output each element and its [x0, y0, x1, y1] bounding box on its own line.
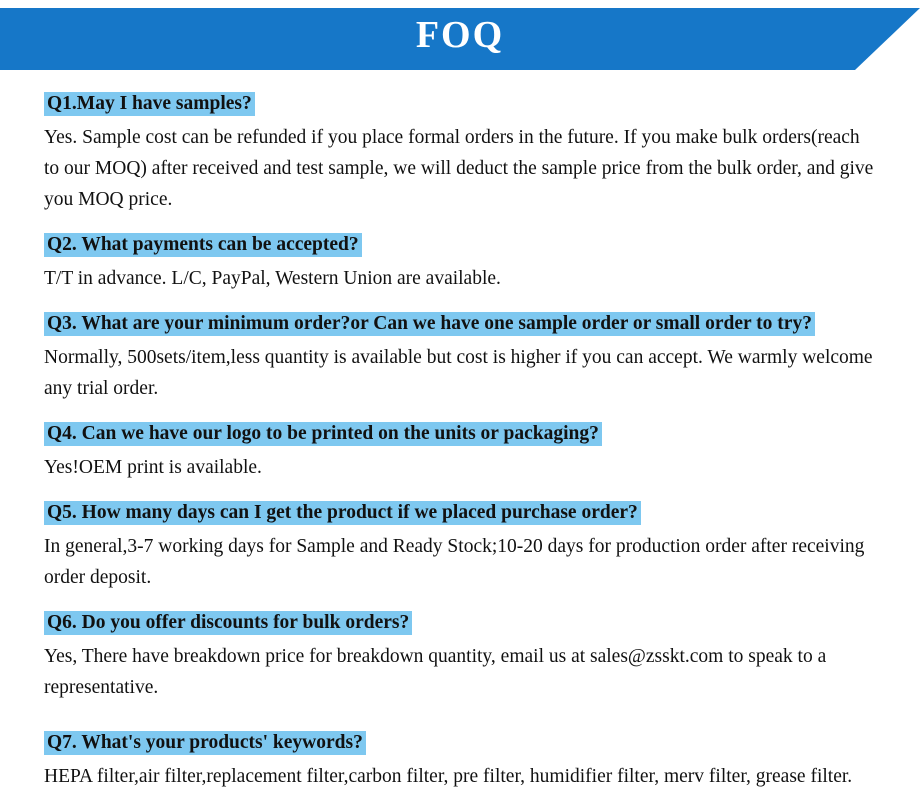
- faq-item-3: [44, 310, 876, 404]
- faq-item-6: [44, 609, 876, 703]
- faq-item-5: [44, 499, 876, 593]
- faq-answer-3: Normally, 500sets/item,less quantity is available but cost is higher if you can accept. We warmly welcome any trial order.: [44, 347, 873, 399]
- faq-item-4: [44, 420, 876, 483]
- faq-answer-6: Yes, There have breakdown price for breakdown quantity, email us at sales@zsskt.com to speak to a representative.: [44, 646, 827, 698]
- faq-question-row-4: [44, 420, 876, 448]
- faq-question-2: Q2. What payments can be accepted?: [44, 233, 362, 257]
- faq-question-row-2: [44, 231, 876, 259]
- faq-question-6: Q6. Do you offer discounts for bulk orders?: [44, 611, 412, 635]
- faq-question-3: Q3. What are your minimum order?or Can we have one sample order or small order to try?: [44, 312, 815, 336]
- faq-question-row-1: [44, 90, 876, 118]
- faq-question-1: Q1.May I have samples?: [44, 92, 255, 116]
- faq-question-4: Q4. Can we have our logo to be printed on the units or packaging?: [44, 422, 602, 446]
- faq-question-row-5: [44, 499, 876, 527]
- faq-item-2: [44, 231, 876, 294]
- faq-question-7: Q7. What's your products' keywords?: [44, 731, 366, 755]
- faq-answer-7: HEPA filter,air filter,replacement filter,carbon filter, pre filter, humidifier filter, merv filter, grease filter.: [44, 766, 853, 787]
- faq-list: [0, 72, 920, 792]
- page-header-banner: [0, 0, 920, 72]
- faq-question-5: Q5. How many days can I get the product if we placed purchase order?: [44, 501, 641, 525]
- faq-item-7: [44, 729, 876, 792]
- faq-question-row-7: [44, 729, 876, 757]
- page-title: FOQ: [415, 14, 505, 56]
- faq-question-row-3: [44, 310, 876, 338]
- faq-answer-2: T/T in advance. L/C, PayPal, Western Union are available.: [44, 268, 501, 289]
- faq-question-row-6: [44, 609, 876, 637]
- faq-answer-1: Yes. Sample cost can be refunded if you place formal orders in the future. If you make bulk orders(reach to our MOQ) after received and test sample, we will deduct the sample price from the bulk order, and give you MOQ price.: [44, 127, 874, 210]
- faq-answer-5: In general,3-7 working days for Sample and Ready Stock;10-20 days for production order after receiving order deposit.: [44, 536, 865, 588]
- faq-answer-4: Yes!OEM print is available.: [44, 457, 262, 478]
- faq-item-1: [44, 90, 876, 215]
